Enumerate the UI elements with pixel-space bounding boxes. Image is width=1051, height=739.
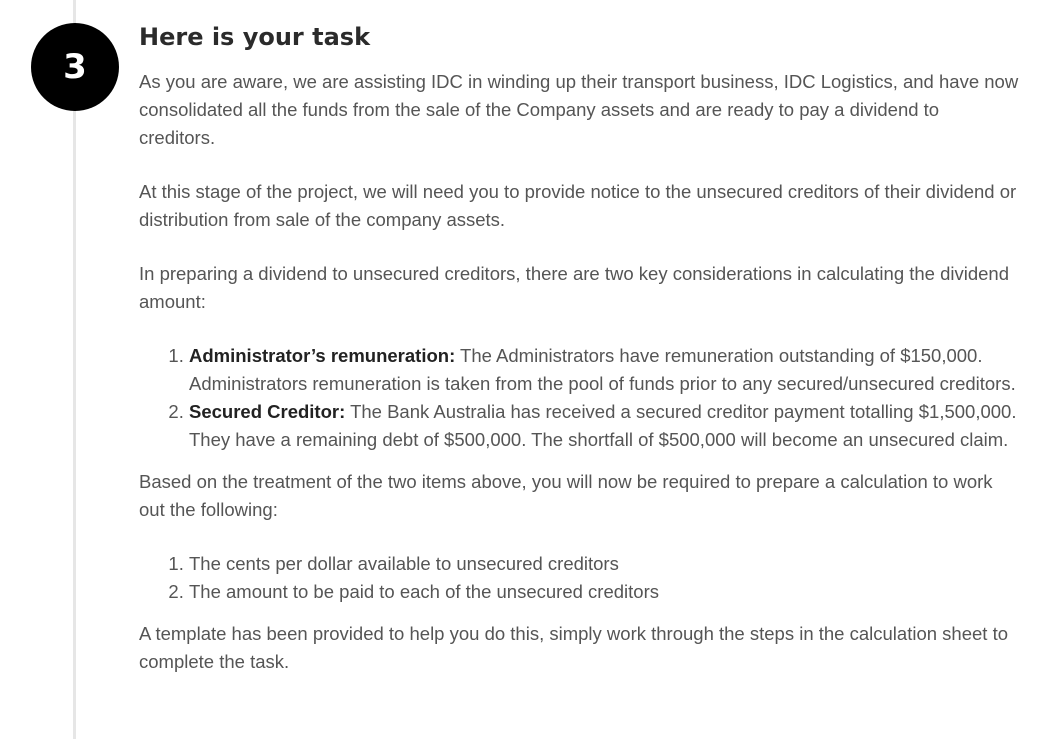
list-item: 1. The cents per dollar available to unsecured creditors: [189, 550, 1019, 578]
notice-paragraph: At this stage of the project, we will need you to provide notice to the unsecured creditors of their dividend or distribution from sale of the company assets.: [139, 181, 1017, 230]
step-number-badge: [31, 23, 119, 111]
list-item: 2. The amount to be paid to each of the unsecured creditors: [189, 578, 1019, 606]
list-item: [189, 342, 1019, 398]
consideration-title: Secured Creditor:: [189, 401, 346, 422]
calculation-list: [139, 550, 1019, 606]
step-number: 3: [63, 47, 87, 87]
consideration-text: The Bank Australia has received a secured creditor payment totalling $1,500,000. They have a remaining debt of $500,000. The shortfall of $500,000 will become an unsecured claim.: [189, 401, 1017, 450]
consideration-text: The Administrators have remuneration outstanding of $150,000. Administrators remuneration is taken from the pool of funds prior to any secured/unsecured creditors.: [189, 345, 1016, 394]
calculation-intro: Based on the treatment of the two items above, you will now be required to prepare a calculation to work out the following:: [139, 471, 993, 520]
considerations-list: [139, 342, 1019, 454]
task-content: [139, 20, 1019, 676]
considerations-intro: In preparing a dividend to unsecured creditors, there are two key considerations in calculating the dividend amount:: [139, 263, 1010, 312]
template-note: A template has been provided to help you do this, simply work through the steps in the calculation sheet to complete the task.: [139, 623, 1008, 672]
intro-paragraph: As you are aware, we are assisting IDC in winding up their transport business, IDC Logistics, and have now consolidated all the funds from the sale of the Company assets and are ready to pay a dividend to creditors.: [139, 71, 1019, 148]
list-item: [189, 398, 1019, 454]
consideration-title: Administrator’s remuneration:: [189, 345, 456, 366]
task-heading: Here is your task: [139, 23, 371, 51]
